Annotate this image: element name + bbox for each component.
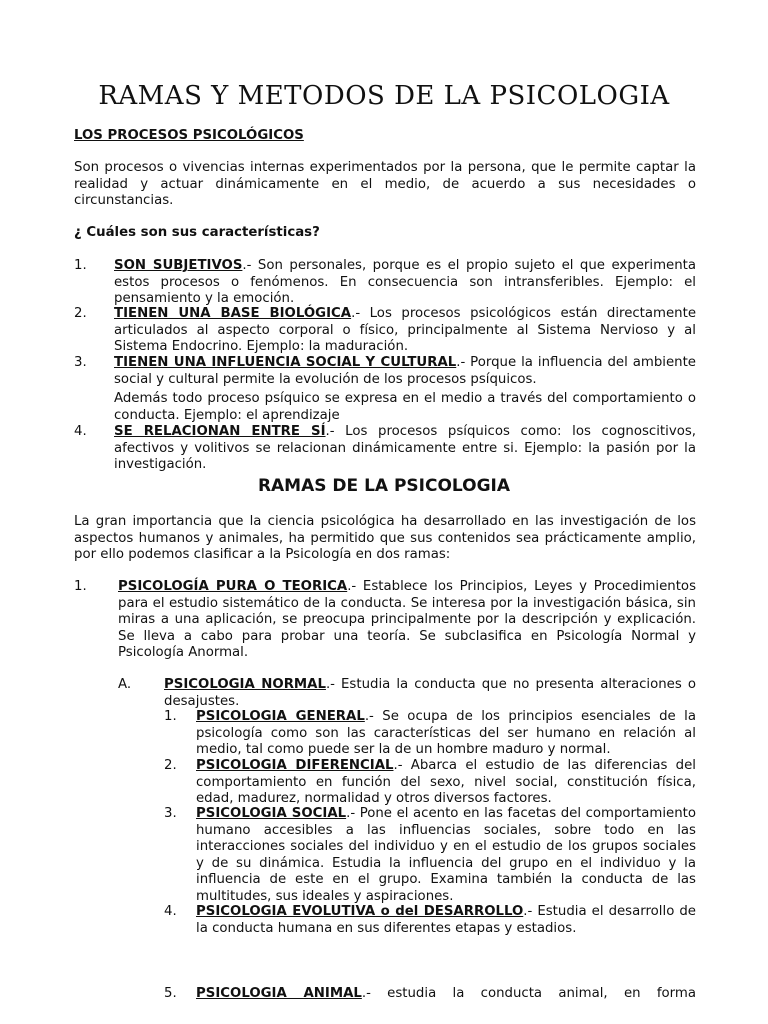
item-text: .- estudia la conducta animal, en forma [361, 986, 696, 1001]
list-number: 3. [164, 806, 177, 821]
list-item [196, 758, 696, 808]
list-item [114, 306, 696, 356]
list-item [114, 355, 696, 388]
list-number: 5. [164, 986, 177, 1001]
item-text: .- Porque la influencia del ambiente social y cultural permite la evolución de los procesos psíquicos. [114, 355, 696, 387]
item-label: PSICOLOGIA EVOLUTIVA o del DESARROLLO [196, 904, 524, 919]
list-item [196, 904, 696, 937]
item-label: PSICOLOGIA DIFERENCIAL [196, 758, 394, 773]
list-number: 1. [74, 579, 87, 594]
item-label: TIENEN UNA INFLUENCIA SOCIAL Y CULTURAL [114, 355, 457, 370]
list-number: 1. [164, 709, 177, 724]
list-number: 2. [74, 306, 87, 321]
item-label: PSICOLOGIA SOCIAL [196, 806, 347, 821]
item-label: PSICOLOGIA ANIMAL [196, 986, 362, 1001]
ramas-intro-paragraph: La gran importancia que la ciencia psicológica ha desarrollado en las investigación de los aspectos humanos y animales, ha permitido que sus contenidos sea prácticamente amplio, por ello podemos clasificar a la Psicología en dos ramas: [74, 514, 696, 563]
item-text: .- Los procesos psíquicos como: los cognoscitivos, afectivos y volitivos se relacionan dinámicamente entre si. Ejemplo: la pasión por la investigación. [114, 424, 696, 473]
item-text: .- Son personales, porque es el propio sujeto el que experimenta estos procesos o fenómenos. En consecuencia son intransferibles. Ejemplo: el pensamiento y la emoción. [114, 258, 696, 307]
intro-paragraph: Son procesos o vivencias internas experimentados por la persona, que le permite captar la realidad y actuar dinámicamente en el medio, de acuerdo a sus necesidades o circunstancias. [74, 160, 696, 209]
item-label: SON SUBJETIVOS [114, 258, 243, 273]
item-label: PSICOLOGÍA PURA O TEORICA [118, 579, 348, 594]
list-item [118, 579, 696, 662]
item-text: .- Se ocupa de los principios esenciales de la psicología como son las características del ser humano en relación al medio, tal como puede ser la de un hombre maduro y normal. [196, 709, 696, 758]
item-label: PSICOLOGIA GENERAL [196, 709, 365, 724]
section-heading-ramas: RAMAS DE LA PSICOLOGIA [257, 476, 511, 496]
list-item [196, 806, 696, 906]
list-item [196, 709, 696, 759]
item-extra-paragraph: Además todo proceso psíquico se expresa en el medio a través del comportamiento o conducta. Ejemplo: el aprendizaje [114, 391, 696, 423]
item-label: SE RELACIONAN ENTRE SÍ [114, 424, 326, 439]
item-text: .- Estudia el desarrollo de la conducta humana en sus diferentes etapas y estadios. [196, 904, 696, 936]
question-heading: ¿ Cuáles son sus características? [74, 225, 320, 240]
list-letter: A. [118, 677, 132, 692]
item-label: TIENEN UNA BASE BIOLÓGICA [114, 306, 352, 321]
list-item [114, 424, 696, 474]
item-label: PSICOLOGIA NORMAL [164, 677, 326, 692]
list-number: 1. [74, 258, 87, 273]
item-text: .- Estudia la conducta que no presenta alteraciones o desajustes. [164, 677, 696, 709]
list-item [196, 986, 696, 1003]
list-item [114, 258, 696, 308]
item-text: .- Pone el acento en las facetas del comportamiento humano accesibles a las influencias sociales, sobre todo en las interacciones sociales del individuo y en el estudio de los grupos sociales y de su dinámica. Estudia la influencia del grupo en el individuo y la influencia de este en el grupo. Examina también la conducta de las multitudes, sus ideales y aspiraciones. [196, 806, 696, 904]
document-title: RAMAS Y METODOS DE LA PSICOLOGIA [98, 81, 670, 111]
list-item [164, 677, 696, 710]
item-text: .- Establece los Principios, Leyes y Procedimientos para el estudio sistemático de la conducta. Se interesa por la investigación básica, sin miras a una aplicación, se preocupa principalmente por la descripción y explicación. Se lleva a cabo para probar una teoría. Se subclasifica en Psicología Normal y Psicología Anormal. [118, 579, 696, 661]
section-heading-procesos: LOS PROCESOS PSICOLÓGICOS [74, 128, 304, 143]
list-number: 2. [164, 758, 177, 773]
item-text: .- Los procesos psicológicos están directamente articulados al aspecto corporal o físico, principalmente al Sistema Nervioso y al Sistema Endocrino. Ejemplo: la maduración. [114, 306, 696, 355]
list-number: 3. [74, 355, 87, 370]
item-text: .- Abarca el estudio de las diferencias del comportamiento en función del sexo, nivel social, constitución física, edad, madurez, normalidad y otros diversos factores. [196, 758, 696, 807]
list-number: 4. [74, 424, 87, 439]
list-number: 4. [164, 904, 177, 919]
